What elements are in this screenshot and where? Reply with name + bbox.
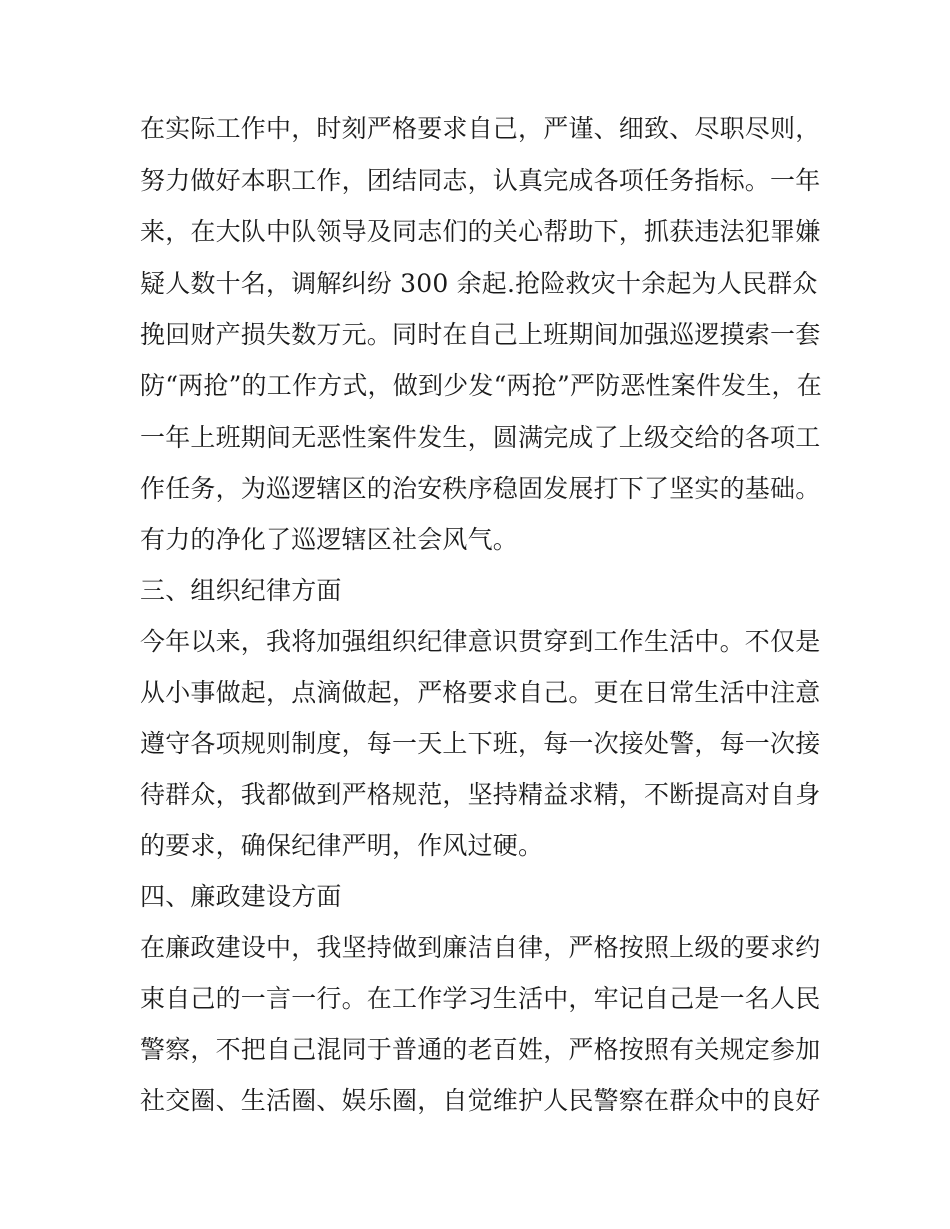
paragraph-line: 待群众，我都做到严格规范，坚持精益求精，不断提高对自身 (140, 780, 821, 809)
paragraph-line: 防“两抢”的工作方式，做到少发“两抢”严防恶性案件发生，在 (140, 371, 822, 400)
paragraph-line: 警察，不把自己混同于普通的老百姓，严格按照有关规定参加 (140, 1035, 821, 1064)
section-heading: 三、组织纪律方面 (140, 576, 342, 605)
paragraph-line: 在实际工作中，时刻严格要求自己，严谨、细致、尽职尽则， (140, 114, 821, 143)
paragraph-line: 一年上班期间无恶性案件发生，圆满完成了上级交给的各项工 (140, 423, 821, 452)
paragraph-line: 努力做好本职工作，团结同志，认真完成各项任务指标。一年 (140, 166, 821, 195)
paragraph-line: 有力的净化了巡逻辖区社会风气。 (140, 525, 519, 554)
paragraph-line: 的要求，确保纪律严明，作风过硬。 (140, 831, 544, 860)
paragraph-line: 今年以来，我将加强组织纪律意识贯穿到工作生活中。不仅是 (140, 627, 821, 656)
paragraph-line: 社交圈、生活圈、娱乐圈，自觉维护人民警察在群众中的良好 (140, 1086, 821, 1115)
paragraph-line: 作任务，为巡逻辖区的治安秩序稳固发展打下了坚实的基础。 (140, 474, 821, 503)
paragraph-line: 疑人数十名，调解纠纷 300 余起.抢险救灾十余起为人民群众 (140, 269, 818, 298)
paragraph-line: 在廉政建设中，我坚持做到廉洁自律，严格按照上级的要求约 (140, 933, 821, 962)
paragraph-line: 从小事做起，点滴做起，严格要求自己。更在日常生活中注意 (140, 678, 821, 707)
section-heading: 四、廉政建设方面 (140, 882, 342, 911)
paragraph-line: 挽回财产损失数万元。同时在自己上班期间加强巡逻摸索一套 (140, 320, 821, 349)
paragraph-line: 来，在大队中队领导及同志们的关心帮助下，抓获违法犯罪嫌 (140, 217, 821, 246)
paragraph-line: 遵守各项规则制度，每一天上下班，每一次接处警，每一次接 (140, 729, 821, 758)
paragraph-line: 束自己的一言一行。在工作学习生活中，牢记自己是一名人民 (140, 984, 821, 1013)
